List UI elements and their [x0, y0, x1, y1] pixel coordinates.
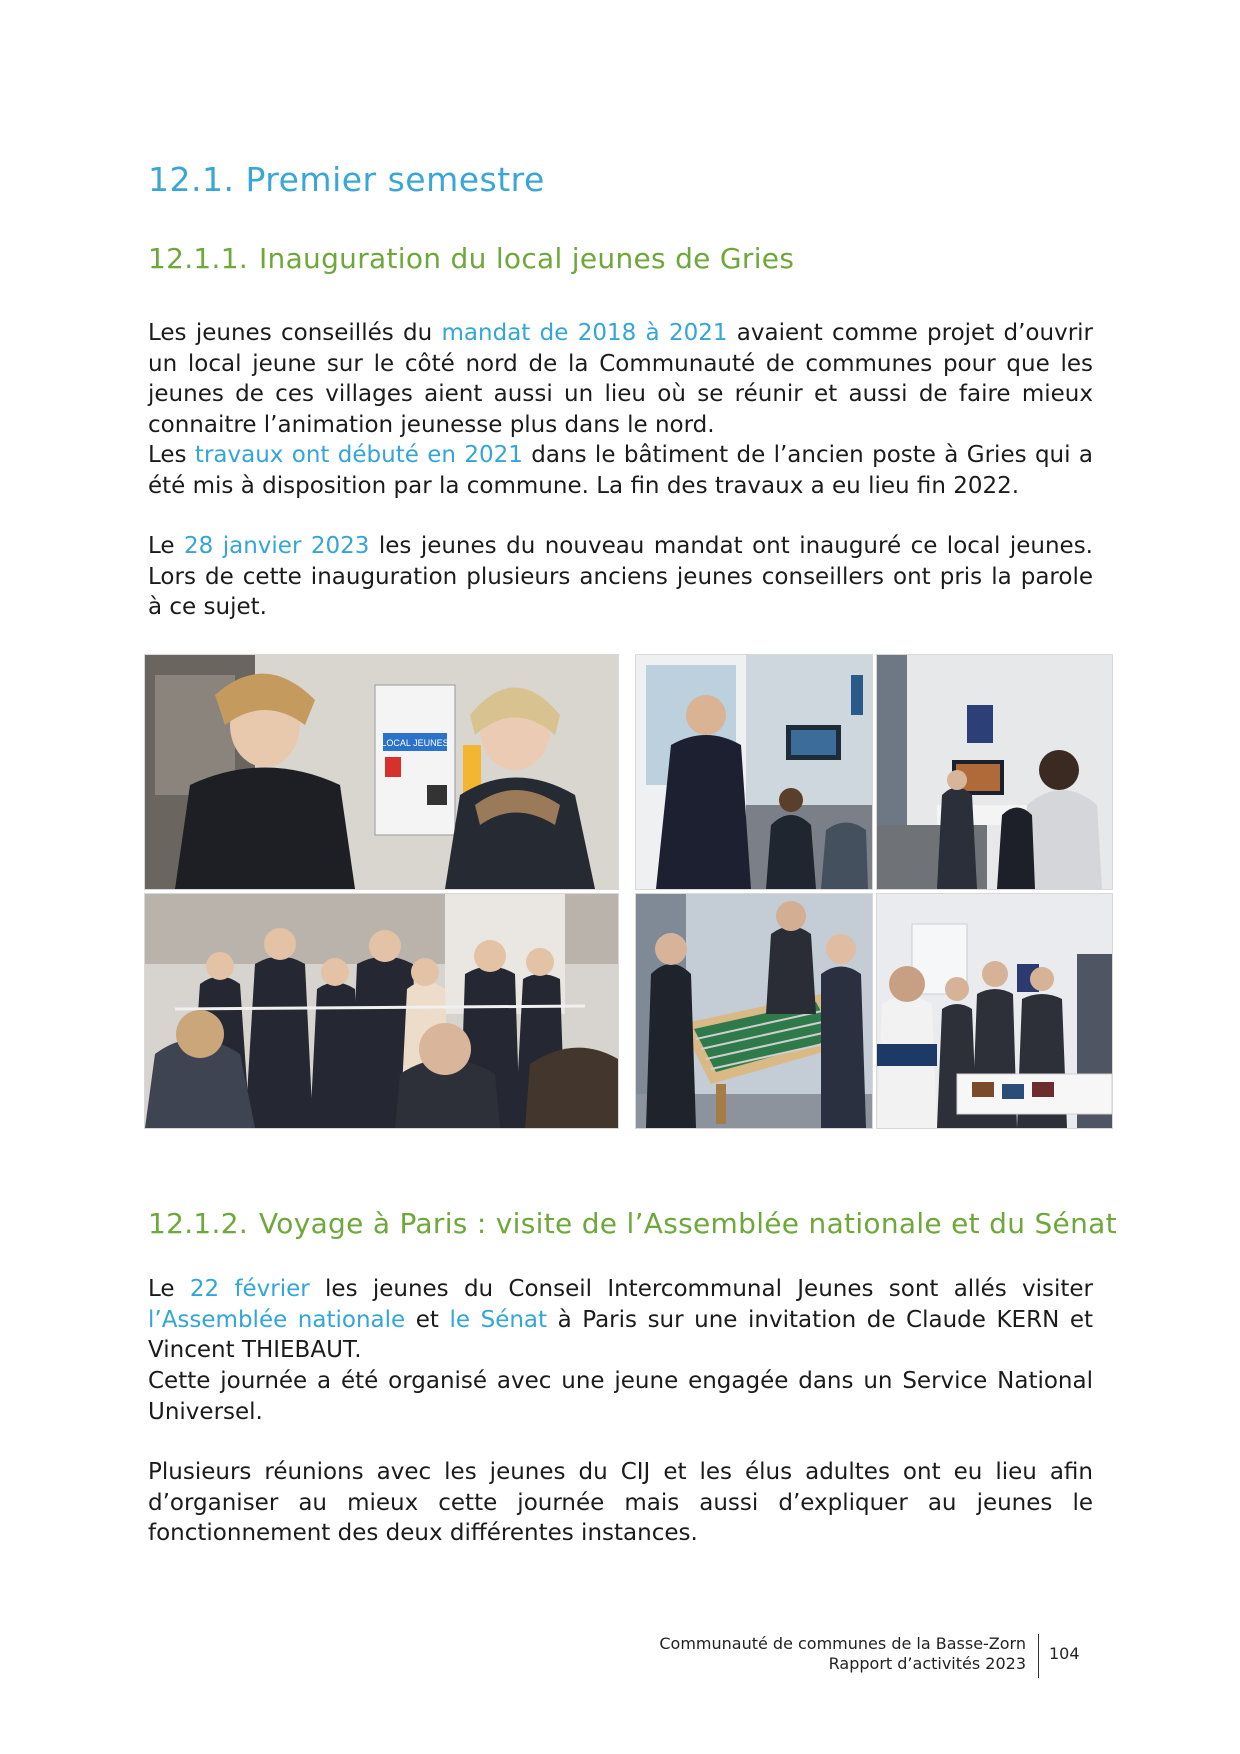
text: avaient comme projet d’ouvrir un local jeune sur le côté nord de la Communauté de communes pour que les jeunes de ces villages aient aussi un lieu où se réunir et aussi de faire mieux connaitre l’animation jeunesse plus dans le nord. — [148, 320, 1093, 438]
highlight-text: le Sénat — [449, 1306, 548, 1333]
footer — [659, 1634, 1026, 1674]
text: dans le bâtiment de l’ancien poste à Gries qui a été mis à disposition par la commune. La fin des travaux a eu lieu fin 2022. — [148, 442, 1093, 499]
footer-divider — [1038, 1634, 1039, 1678]
subsection-heading-2 — [148, 1207, 1117, 1240]
section-title: 12.1. Premier semestre — [148, 160, 545, 199]
text: les jeunes du nouveau mandat ont inauguré ce local jeunes. Lors de cette inauguration plusieurs anciens jeunes conseillers ont pris la parole à ce sujet. — [148, 533, 1093, 620]
subsection-number: 12.1.1. — [148, 242, 249, 275]
paragraph-mandat — [148, 318, 1093, 440]
photo-salle-table — [876, 893, 1113, 1129]
subsection-heading-1 — [148, 242, 794, 275]
highlight-text: 22 février — [189, 1276, 310, 1302]
paragraph-inauguration — [148, 531, 1093, 623]
sign-text: LOCAL JEUNES — [381, 738, 449, 748]
subsection-title: Voyage à Paris : visite de l’Assemblée nationale et du Sénat — [259, 1207, 1117, 1240]
highlight-text: mandat de 2018 à 2021 — [441, 320, 728, 346]
page-number: 104 — [1049, 1644, 1080, 1663]
paragraph-travaux — [148, 440, 1093, 501]
text: Les jeunes conseillés du — [148, 320, 442, 346]
text: et — [405, 1306, 450, 1333]
paragraph-reunions: Plusieurs réunions avec les jeunes du CIJ et les élus adultes ont eu lieu afin d’organiser au mieux cette journée mais aussi d’expliquer au jeunes le fonctionnement des deux différentes instances. — [148, 1459, 1093, 1546]
paragraph-snu: Cette journée a été organisé avec une jeune engagée dans un Service National Universel. — [148, 1368, 1093, 1425]
footer-report: Rapport d’activités 2023 — [828, 1654, 1026, 1673]
text: Le — [148, 533, 185, 559]
subsection-number: 12.1.2. — [148, 1207, 249, 1240]
highlight-text: travaux ont débuté en 2021 — [194, 442, 523, 468]
photo-salle-jeux-video — [635, 654, 873, 890]
photo-salle-ecran — [876, 654, 1113, 890]
paragraph-voyage — [148, 1274, 1093, 1366]
footer-organisation: Communauté de communes de la Basse-Zorn — [659, 1634, 1026, 1653]
text: Le — [148, 1276, 190, 1302]
photo-baby-foot — [635, 893, 873, 1129]
text: à Paris sur une invitation de Claude KERN et Vincent THIEBAUT. — [148, 1306, 1094, 1363]
highlight-text: 28 janvier 2023 — [184, 533, 370, 559]
text: Les — [148, 442, 195, 468]
text: les jeunes du Conseil Intercommunal Jeunes sont allés visiter — [309, 1276, 1094, 1302]
photo-plaque-inauguration — [144, 654, 619, 890]
photo-coupure-ruban — [144, 893, 619, 1129]
highlight-text: l’Assemblée nationale — [148, 1306, 406, 1333]
subsection-title: Inauguration du local jeunes de Gries — [259, 242, 795, 275]
